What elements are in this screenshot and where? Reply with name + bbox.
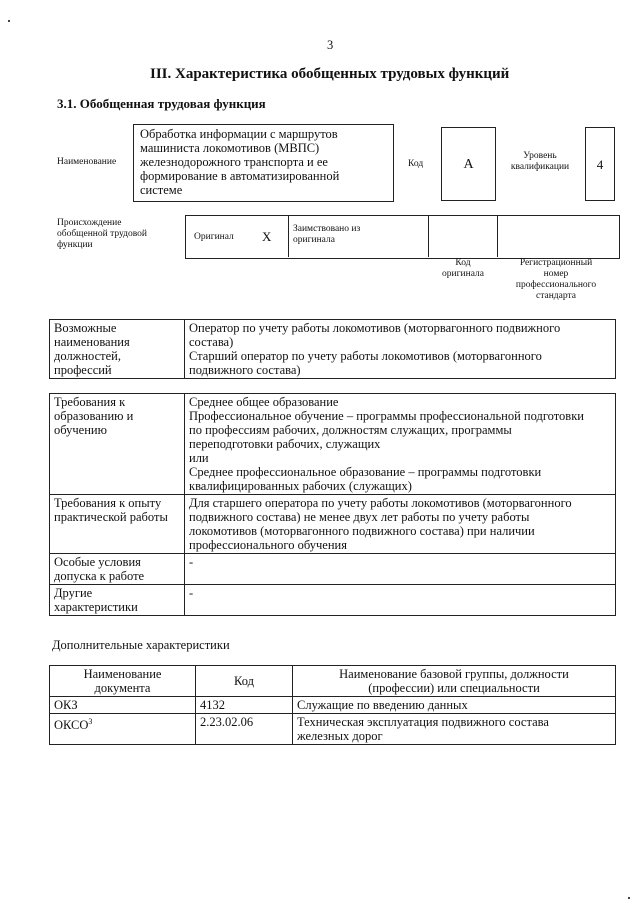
name-value-box (133, 124, 394, 202)
requirements-label-cell (50, 554, 185, 585)
row-doc-text: ОКЗ (54, 698, 78, 712)
row-code-text: 4132 (200, 698, 225, 712)
header-name-cell (293, 666, 616, 697)
page-number: 3 (327, 38, 334, 52)
origin-label-line: Происхождение (57, 218, 122, 228)
row-doc-cell (50, 697, 196, 714)
reg-number-line: Регистрационный (519, 258, 593, 268)
positions-value-line: Оператор по учету работы локомотивов (моторвагонного подвижного (189, 321, 561, 335)
requirements-table (49, 393, 616, 616)
requirements-label-cell (50, 585, 185, 616)
header-name-line: Наименование базовой группы, должности (339, 667, 569, 681)
row-doc-text: ОКСО (54, 718, 89, 733)
row-name-cell (293, 697, 616, 714)
origin-label (57, 218, 147, 251)
origin-divider (288, 215, 289, 257)
borrowed-label (293, 224, 360, 246)
req-label-line: Особые условия (54, 555, 141, 569)
req-value-line: профессионального обучения (189, 538, 347, 552)
req-label-line: Требования к (54, 395, 126, 409)
row-code-text: 2.23.02.06 (200, 715, 254, 729)
header-code-cell (196, 666, 293, 697)
reg-number-line: номер (543, 269, 569, 279)
req-label-line: допуска к работе (54, 569, 145, 583)
level-label-line: Уровень (523, 151, 557, 161)
req-value-line: - (189, 555, 194, 569)
positions-value-cell (185, 320, 616, 379)
code-original-label (430, 258, 496, 280)
level-label (500, 151, 580, 173)
name-value-line: железнодорожного транспорта и ее (140, 155, 328, 169)
reg-number-line: стандарта (536, 291, 576, 301)
row-name-line: Техническая эксплуатация подвижного состава (297, 715, 549, 729)
subsection-title: 3.1. Обобщенная трудовая функция (57, 96, 266, 111)
table-row (50, 714, 616, 745)
requirements-label-cell (50, 495, 185, 554)
req-value-line: Среднее общее образование (189, 395, 339, 409)
name-value-line: системе (140, 183, 183, 197)
reg-number-label (500, 258, 612, 302)
origin-divider (428, 215, 429, 257)
positions-label-line: должностей, (54, 349, 121, 363)
requirements-row (50, 394, 616, 495)
row-doc-cell (50, 714, 196, 745)
requirements-row (50, 554, 616, 585)
req-label-line: Другие (54, 586, 93, 600)
origin-divider (497, 215, 498, 257)
row-code-cell (196, 697, 293, 714)
requirements-value-cell (185, 585, 616, 616)
additional-table (49, 665, 616, 745)
requirements-label-cell (50, 394, 185, 495)
code-value: A (463, 157, 474, 172)
row-name-line: железных дорог (297, 729, 383, 743)
name-value-line: Обработка информации с маршрутов (140, 127, 338, 141)
positions-label-line: наименования (54, 335, 130, 349)
footnote-marker: 3 (88, 717, 93, 726)
code-original-line: Код (455, 258, 471, 268)
code-value-box (441, 127, 496, 201)
req-label-line: обучению (54, 423, 107, 437)
section-title: III. Характеристика обобщенных трудовых функций (150, 66, 510, 82)
additional-title: Дополнительные характеристики (52, 638, 230, 652)
header-doc-line: документа (94, 681, 151, 695)
positions-row (50, 320, 616, 379)
req-value-line: локомотивов (моторвагонного подвижного состава) при наличии (189, 524, 535, 538)
positions-value-line: подвижного состава) (189, 363, 301, 377)
header-doc-cell (50, 666, 196, 697)
level-value-box (585, 127, 615, 201)
reg-number-line: профессионального (515, 280, 597, 290)
positions-value-line: состава) (189, 335, 234, 349)
req-value-line: - (189, 586, 194, 600)
positions-label-cell (50, 320, 185, 379)
row-code-cell (196, 714, 293, 745)
req-value-line: Профессиональное обучение – программы профессиональной подготовки (189, 409, 584, 423)
original-label: Оригинал (194, 232, 234, 242)
positions-label-line: профессий (54, 363, 112, 377)
origin-table (185, 215, 620, 259)
additional-header-row (50, 666, 616, 697)
positions-value-line: Старший оператор по учету работы локомотивов (моторвагонного (189, 349, 542, 363)
level-value: 4 (596, 157, 604, 172)
row-name-line: Служащие по введению данных (297, 698, 468, 712)
table-row (50, 697, 616, 714)
positions-table (49, 319, 616, 379)
req-value-line: Для старшего оператора по учету работы локомотивов (моторвагонного (189, 496, 572, 510)
level-label-line: квалификации (510, 162, 570, 172)
header-name-line: (профессии) или специальности (368, 681, 540, 695)
requirements-row (50, 585, 616, 616)
origin-label-line: функции (57, 240, 93, 250)
req-label-line: Требования к опыту (54, 496, 162, 510)
requirements-value-cell (185, 495, 616, 554)
req-value-line: Среднее профессиональное образование – программы подготовки (189, 465, 542, 479)
borrowed-label-line: оригинала (293, 235, 335, 245)
req-label-line: практической работы (54, 510, 168, 524)
requirements-value-cell (185, 394, 616, 495)
req-value-line: переподготовки рабочих, служащих (189, 437, 381, 451)
positions-label-line: Возможные (54, 321, 117, 335)
req-value-line: по профессиям рабочих, должностям служащих, программы (189, 423, 512, 437)
requirements-value-cell (185, 554, 616, 585)
name-label: Наименование (57, 157, 117, 167)
header-code-text: Код (234, 674, 254, 688)
req-value-line: квалифицированных рабочих (служащих) (189, 479, 412, 493)
req-value-line: или (189, 451, 209, 465)
original-mark: X (262, 229, 272, 244)
row-name-cell (293, 714, 616, 745)
borrowed-label-line: Заимствовано из (293, 224, 361, 234)
scan-speck (8, 20, 10, 22)
name-value-line: машиниста локомотивов (МВПС) (140, 141, 320, 155)
req-label-line: образованию и (54, 409, 134, 423)
name-value-line: формирование в автоматизированной (140, 169, 340, 183)
requirements-row (50, 495, 616, 554)
header-doc-line: Наименование (83, 667, 162, 681)
code-original-line: оригинала (442, 269, 484, 279)
req-label-line: характеристики (54, 600, 138, 614)
origin-label-line: обобщенной трудовой (57, 229, 147, 239)
scan-speck (628, 897, 630, 899)
code-label: Код (408, 159, 424, 169)
req-value-line: подвижного состава) не менее двух лет работы по учету работы (189, 510, 530, 524)
